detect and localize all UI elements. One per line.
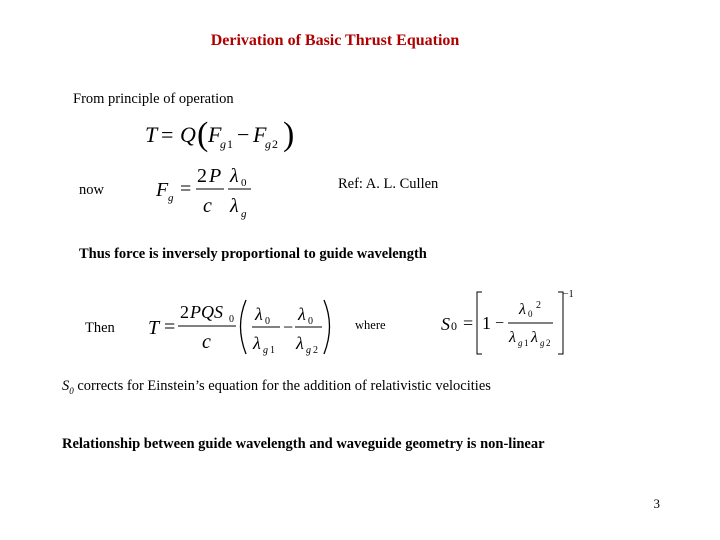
svg-text:g: g bbox=[241, 208, 247, 220]
page-number: 3 bbox=[653, 496, 660, 511]
svg-text:−1: −1 bbox=[563, 289, 574, 300]
svg-text:Q: Q bbox=[180, 122, 196, 147]
svg-text:0: 0 bbox=[265, 316, 270, 327]
svg-text:λ: λ bbox=[298, 304, 306, 324]
svg-text:g: g bbox=[265, 137, 271, 151]
svg-text:=: = bbox=[164, 316, 176, 338]
svg-text:−: − bbox=[495, 315, 505, 332]
svg-text:λ: λ bbox=[253, 333, 261, 353]
s0-symbol: S bbox=[62, 378, 70, 394]
s0-subscript: 0 bbox=[69, 385, 74, 396]
now-label: now bbox=[79, 182, 104, 198]
where-label: where bbox=[355, 318, 386, 332]
svg-text:λ: λ bbox=[230, 195, 239, 217]
s0-note-text: corrects for Einstein’s equation for the addition of relativistic velocities bbox=[73, 378, 491, 394]
svg-text:λ: λ bbox=[230, 165, 239, 187]
svg-text:F: F bbox=[253, 122, 267, 147]
reference-text: Ref: A. L. Cullen bbox=[338, 176, 439, 192]
svg-text:S: S bbox=[441, 314, 450, 334]
svg-text:g: g bbox=[220, 137, 226, 151]
guide-force-equation bbox=[150, 158, 260, 220]
svg-text:0: 0 bbox=[241, 177, 247, 189]
s0-note bbox=[62, 378, 491, 396]
svg-text:0: 0 bbox=[229, 314, 234, 325]
svg-text:T: T bbox=[145, 122, 158, 147]
svg-text:−: − bbox=[283, 317, 294, 337]
svg-text:c: c bbox=[202, 331, 211, 353]
svg-text:1: 1 bbox=[227, 137, 233, 151]
svg-text:2: 2 bbox=[536, 300, 541, 311]
thrust-equation bbox=[140, 112, 300, 156]
then-label: Then bbox=[85, 320, 115, 336]
inverse-proportion-statement: Thus force is inversely proportional to guide wavelength bbox=[79, 246, 427, 262]
svg-text:λ: λ bbox=[509, 329, 516, 346]
svg-text:λ: λ bbox=[519, 301, 526, 318]
intro-text: From principle of operation bbox=[73, 91, 234, 107]
svg-text:λ: λ bbox=[296, 333, 304, 353]
correction-factor-equation bbox=[436, 284, 586, 358]
svg-text:F: F bbox=[208, 122, 222, 147]
svg-text:=: = bbox=[161, 122, 174, 147]
svg-text:(: ( bbox=[197, 116, 209, 153]
svg-text:g: g bbox=[168, 192, 174, 204]
svg-text:2: 2 bbox=[180, 302, 189, 322]
svg-text:−: − bbox=[237, 122, 250, 147]
svg-text:0: 0 bbox=[308, 316, 313, 327]
svg-text:g: g bbox=[263, 345, 268, 356]
svg-text:0: 0 bbox=[451, 319, 457, 333]
svg-text:=: = bbox=[463, 313, 474, 333]
svg-text:c: c bbox=[203, 195, 212, 217]
svg-text:2: 2 bbox=[313, 345, 318, 356]
svg-text:2: 2 bbox=[197, 165, 207, 187]
svg-text:2: 2 bbox=[272, 137, 278, 151]
slide-title: Derivation of Basic Thrust Equation bbox=[210, 32, 460, 49]
svg-text:PQS: PQS bbox=[190, 302, 223, 322]
svg-text:P: P bbox=[209, 165, 222, 187]
svg-text:2: 2 bbox=[546, 338, 551, 348]
svg-text:λ: λ bbox=[531, 329, 538, 346]
svg-text:g: g bbox=[518, 338, 523, 348]
svg-text:0: 0 bbox=[528, 309, 533, 319]
svg-text:=: = bbox=[180, 178, 192, 200]
nonlinear-statement: Relationship between guide wavelength and waveguide geometry is non-linear bbox=[62, 436, 545, 452]
svg-text:F: F bbox=[156, 179, 169, 201]
svg-text:1: 1 bbox=[482, 313, 491, 333]
svg-text:λ: λ bbox=[255, 304, 263, 324]
svg-text:): ) bbox=[283, 116, 295, 153]
svg-text:g: g bbox=[306, 345, 311, 356]
svg-text:1: 1 bbox=[270, 345, 275, 356]
svg-text:T: T bbox=[148, 317, 160, 339]
svg-text:1: 1 bbox=[524, 338, 529, 348]
thrust-expansion-equation bbox=[142, 292, 332, 362]
svg-text:g: g bbox=[540, 338, 545, 348]
